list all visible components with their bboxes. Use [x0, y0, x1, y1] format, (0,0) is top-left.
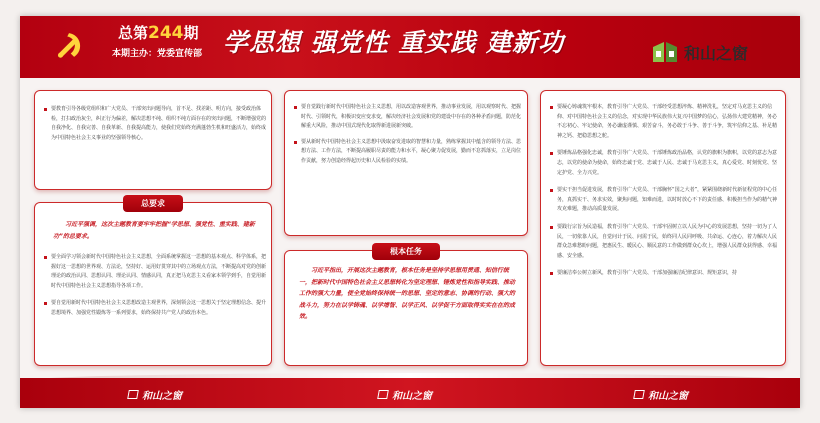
panel-fundamental-task	[284, 247, 528, 366]
panel-general-requirement	[34, 199, 272, 366]
list-item: 要自觉践行新时代中国特色社会主义思想，用以改造客观世界，推动事业发展，用以观察时代、把握时代、引领时代，积极识变应变求变，解决经济社会发展和党的建设中存在的各种矛盾问题，防范化解重大风险，推动中国式现代化取得新进展新突破。	[294, 103, 522, 132]
list-item: 要廉洁奉公树立新风，教育引导广大党员、干部加强廉洁纪律意识、规矩意识，持	[550, 269, 780, 279]
panel-intro	[34, 90, 272, 190]
panel-fundamental-title: 根本任务	[372, 243, 440, 260]
fundamental-quote: 习近平指出，开展这次主题教育，根本任务是坚持学思想用贯通、知信行统一，把新时代中国特色社会主义思想转化为坚定理想、锤炼党性和指导实践、推动工作的强大力量，使全党始终保持统一的思想、坚定的意志、协调的行动、强大的战斗力，努力在以学铸魂、以学增智、以学正风、以学促干方面取得实实在在的成效。	[299, 267, 516, 320]
list-item: 要凝心铸魂筑牢根本，教育引导广大党员、干部经受思想淬炼、精神洗礼，坚定对马克思主义的信仰、对中国特色社会主义的信念，对实现中华民族伟大复兴中国梦的信心，弘扬伟大建党精神，务必不忘初心、牢记使命，务必谦虚谨慎、艰苦奋斗，务必敢于斗争、善于斗争，筑牢信仰之基、补足精神之钙、把稳思想之舵。	[550, 103, 780, 141]
footer-logo-center	[378, 387, 432, 402]
footer-window-icon	[633, 390, 645, 399]
footer-brand: 和山之窗	[142, 391, 182, 402]
list-item: 要锤炼品格强化忠诚，教育引导广大党员、干部锤炼政治品格，认党的旗帜为旗帜，以党的意志为意志，以党的使命为使命，始终忠诚于党、忠诚于人民、忠诚于马克思主义，真心爱党、时刻忧党、坚定护党、全力兴党。	[550, 149, 780, 178]
list-item: 要自觉用新时代中国特色社会主义思想改造主观世界，深刻领会这一思想关于坚定理想信念、提升思想境界、加强党性锻炼等一系列要求，始终保持共产党人的政治本色。	[44, 299, 266, 318]
list-item: 要教育引导各级党组织和广大党员、干部突出问题导向，首不足、找差距、明方向，接受政治体检，打扫政治灰尘，纠正行为偏差，解决思想不纯、组织不纯方面存在的突出问题，不断增强党的自我净化、自我完善、自我革新、自我提高能力，使我们党始终充满蓬勃生机和旺盛活力，始终成为中国特色社会主义事业的坚强领导核心。	[44, 105, 266, 143]
panel-general-text	[44, 253, 266, 319]
general-quote: 习近平强调，这次主题教育要牢牢把握“学思想、强党性、重实践、建新功”的总要求。	[53, 221, 255, 240]
footer-logo-left	[128, 387, 182, 402]
issue-suffix: 期	[183, 24, 199, 42]
bulletin-board	[20, 16, 800, 408]
brand-logo	[650, 38, 748, 66]
brand-window-icon	[650, 39, 680, 65]
panel-tasks	[540, 90, 786, 366]
panel-practice-text	[294, 103, 522, 167]
list-item: 要全面学习领会新时代中国特色社会主义思想，全面系统掌握这一思想的基本观点、科学体系，把握好这一思想的世界观、方法论，坚持好、运用好贯穿其中的立场观点方法，不断提高对党的创新理论的政治认同、思想认同、理论认同、情感认同，真正把马克思主义看家本领学到手，自觉用新时代中国特色社会主义思想指导各项工作。	[44, 253, 266, 291]
list-item: 要从新时代中国特色社会主义思想中汲取奋发进取的智慧和力量，熟练掌握其中蕴含的领导方法、思想方法、工作方法，不断提高履职尽责的能力和水平，凝心聚力促发展，勤而不怠抓落实，立足岗位作贡献，努力创造经得起历史和人民检验的实绩。	[294, 138, 522, 167]
panel-general-title: 总要求	[123, 195, 183, 212]
footer-window-icon	[127, 390, 139, 399]
list-item: 要践行宗旨为民造福，教育引导广大党员、干部牢固树立以人民为中心的发展思想，坚持一切为了人民，一切依靠人民，自觉问计于民、问需于民，始终同人民同呼吸、共命运、心连心，着力解决人民群众急难愁盼问题，把惠民生、暖民心、顺民意的工作做到群众心坎上，增强人民群众获得感、幸福感、安全感。	[550, 223, 780, 261]
footer-logo-right	[634, 387, 688, 402]
issue-value: 244	[148, 23, 184, 43]
party-emblem-icon	[52, 28, 86, 62]
footer-window-icon	[377, 390, 389, 399]
issue-prefix: 总第	[118, 24, 149, 42]
list-item: 要实干担当促进发展，教育引导广大党员、干部胸怀“国之大者”，紧紧围绕新时代新征程党的中心任务，真抓实干、务求实效，聚焦问题，知难而进，以时时放心不下的责任感、积极担当作为的精气神攻克难题，推动高质量发展。	[550, 186, 780, 215]
panel-practice	[284, 90, 528, 236]
slogan: 学思想 强党性 重实践 建新功	[223, 28, 565, 57]
panel-intro-text	[44, 105, 266, 143]
issue-number	[118, 22, 199, 43]
footer-brand: 和山之窗	[648, 391, 688, 402]
brand-name: 和山之窗	[684, 43, 749, 63]
footer-brand: 和山之窗	[392, 391, 432, 402]
sponsor-text: 本期主办：党委宣传部	[112, 49, 203, 59]
panel-tasks-text	[550, 103, 780, 361]
